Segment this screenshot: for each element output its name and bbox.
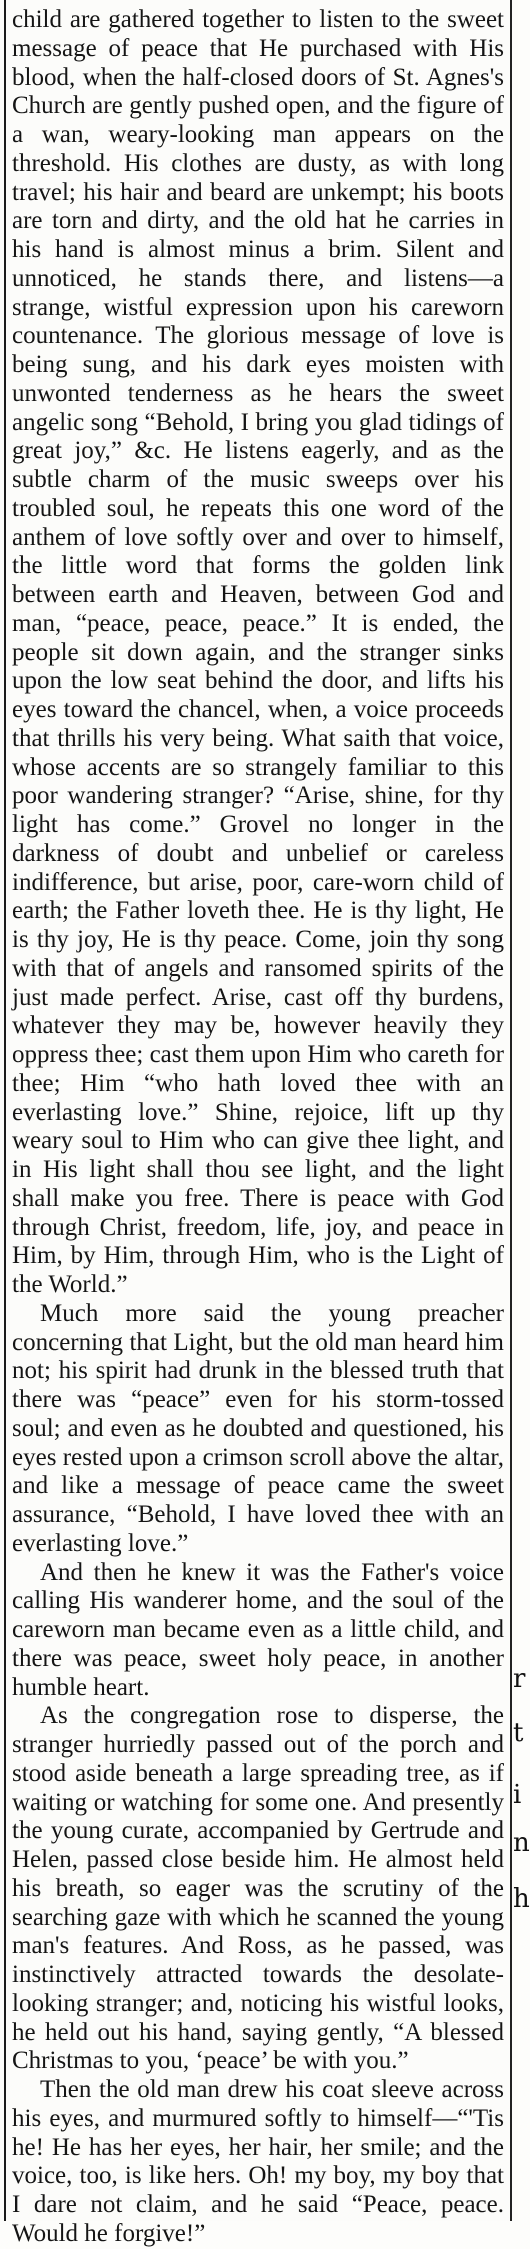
adjacent-column-fragment: h — [513, 1884, 530, 1914]
left-column-rule — [4, 0, 6, 2221]
adjacent-column-fragment: n — [513, 1828, 530, 1858]
paragraph-4: As the congregation rose to disperse, the stranger hurriedly passed out of the porch and stood aside beneath a large spreading tree, as if waiting or watching for some one. And presently the young curate, accompanied by Gertrude and Helen, passed close beside him. He almost held his breath, so eager was the scrutiny of the searching gaze with which he scanned the young man's features. And Ross, as he passed, was instinctively attracted towards the desolate-looking stranger; and, noticing his wistful looks, he held out his hand, saying gently, “A blessed Christmas to you, ‘peace’ be with you.” — [12, 1702, 504, 2075]
adjacent-column-fragment: t — [513, 1718, 524, 1748]
adjacent-column-fragment: i — [513, 1780, 522, 1810]
paragraph-2: Much more said the young preacher concerning that Light, but the old man heard him not; his spirit had drunk in the blessed truth that there was “peace” even for his storm-tossed soul; and even as he doubted and questioned, his eyes rested upon a crimson scroll above the altar, and like a message of peace came the sweet assurance, “Behold, I have loved thee with an everlasting love.” — [12, 1299, 504, 1557]
paragraph-3: And then he knew it was the Father's voice calling His wanderer home, and the soul of the careworn man became even as a little child, and there was peace, sweet holy peace, in another humble heart. — [12, 1558, 504, 1701]
paragraph-5: Then the old man drew his coat sleeve across his eyes, and murmured softly to himself—“'Tis he! He has her eyes, her hair, her smile; and the voice, too, is like hers. Oh! my boy, my boy that I dare not claim, and he said “Peace, peace. Would he forgive!” — [12, 2076, 504, 2247]
paragraph-1: child are gathered together to listen to the sweet message of peace that He purchased with His blood, when the half-closed doors of St. Agnes's Church are gently pushed open, and the figure of a wan, weary-looking man appears on the threshold. His clothes are dusty, as with long travel; his hair and beard are unkempt; his boots are torn and dirty, and the old hat he carries in his hand is almost minus a brim. Silent and unnoticed, he stands there, and listens—a strange, wistful expression upon his careworn countenance. The glorious message of love is being sung, and his dark eyes moisten with unwonted tenderness as he hears the sweet angelic song “Behold, I bring you glad tidings of great joy,” &c. He listens eagerly, and as the subtle charm of the music sweeps over his troubled soul, he repeats this one word of the anthem of love softly over and over to himself, the little word that forms the golden link between earth and Heaven, between God and man, “peace, peace, peace.” It is ended, the people sit down again, and the stranger sinks upon the low seat behind the door, and lifts his eyes toward the chancel, when, a voice proceeds that thrills his very being. What saith that voice, whose accents are so strangely familiar to this poor wandering stranger? “Arise, shine, for thy light has come.” Grovel no longer in the darkness of doubt and unbelief or careless indifference, but arise, poor, care-worn child of earth; the Father loveth thee. He is thy light, He is thy joy, He is thy peace. Come, join thy song with that of angels and ransomed spirits of the just made perfect. Arise, cast off thy burdens, whatever they may be, however heavily they oppress thee; cast them upon Him who careth for thee; Him “who hath loved thee with an everlasting love.” Shine, rejoice, lift up thy weary soul to Him who can give thee light, and in His light shall thou see light, and the light shall make you free. There is peace with God through Christ, freedom, life, joy, and peace in Him, by Him, through Him, who is the Light of the World.” — [12, 6, 504, 1298]
article-body — [12, 6, 504, 2249]
adjacent-column-fragment: r — [513, 1664, 526, 1694]
right-column-rule — [510, 0, 512, 2221]
